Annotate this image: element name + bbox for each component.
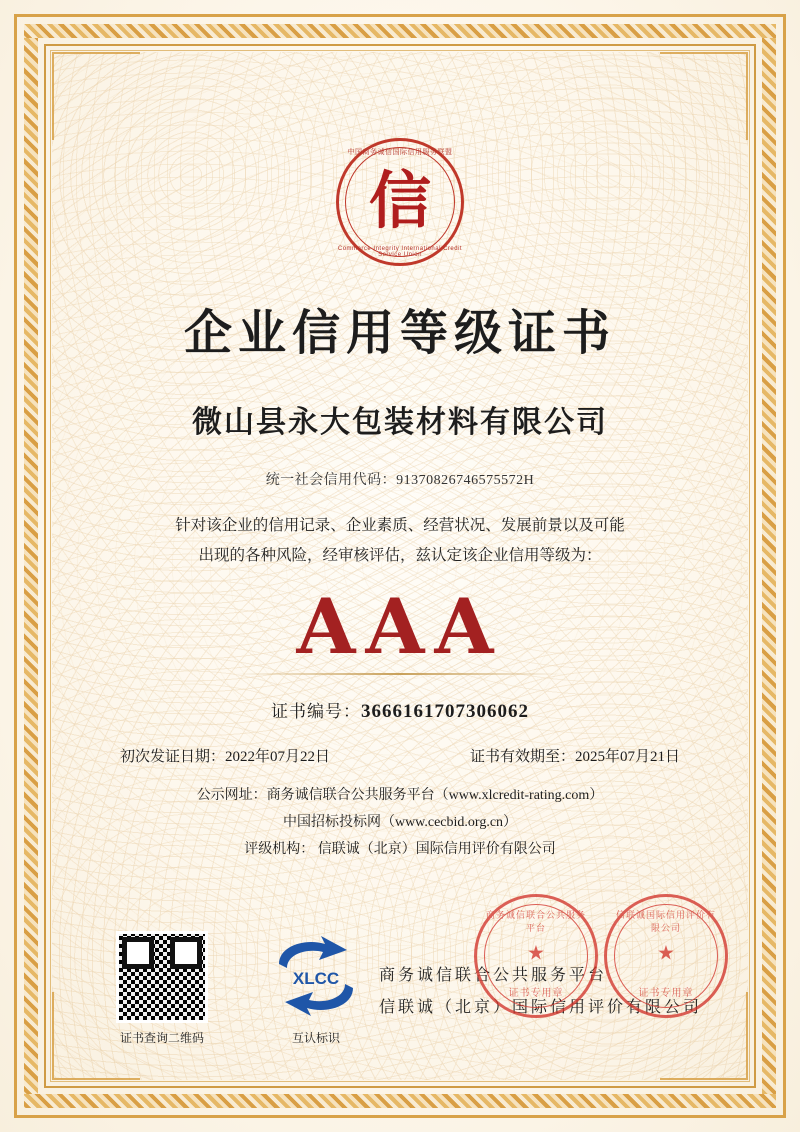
mutual-recognition-icon (261, 934, 371, 1020)
qr-caption: 证书查询二维码 (119, 1031, 204, 1045)
emblem-arc-bottom-text: Commerce Integrity International Credit Service Union (337, 246, 463, 258)
certificate-footer (104, 896, 720, 1046)
publicity-info (70, 782, 730, 863)
expiry-date-label: 证书有效期至： (469, 749, 575, 765)
seal-left-star-icon: ★ (527, 942, 545, 965)
official-seal-left (474, 894, 598, 1018)
svg-text:XLCC: XLCC (292, 969, 340, 988)
credit-code-line: 统一社会信用代码：91370826746575572H (265, 473, 535, 488)
date-row (120, 745, 680, 766)
issue-date (120, 745, 330, 766)
company-name: 微山县永大包装材料有限公司 (192, 405, 608, 440)
publicity-line-1: 公示网址：商务诚信联合公共服务平台（www.xlcredit-rating.com） (196, 788, 604, 803)
seal-left-arc-text: 商务诚信联合公共服务平台 (485, 910, 586, 933)
xlcc-caption: 互认标识 (291, 1031, 340, 1045)
expiry-date (470, 745, 680, 766)
qr-code-icon[interactable] (116, 931, 208, 1023)
rating-agency-line: 评级机构： 信联诚（北京）国际信用评价有限公司 (244, 842, 556, 857)
seal-left-foot-text: 证书专用章 (508, 988, 564, 999)
emblem-glyph: 信 (368, 163, 432, 237)
publicity-line-2: 中国招标投标网（www.cecbid.org.cn） (282, 815, 518, 830)
issue-date-label: 初次发证日期： (120, 749, 226, 765)
credit-emblem-icon (336, 138, 464, 266)
xlcc-block (256, 934, 376, 1046)
seal-text-line-2: 信联诚（北京）国际信用评价有限公司 (379, 999, 703, 1016)
page-title: 企业信用等级证书 (183, 305, 616, 361)
certificate-number-label: 证书编号： (271, 702, 361, 721)
statement-line-1: 针对该企业的信用记录、企业素质、经营状况、发展前景以及可能 (175, 517, 625, 534)
certificate-number-value: 3666161707306062 (361, 701, 529, 722)
qr-block (104, 931, 220, 1046)
official-seal-right (604, 894, 728, 1018)
grade-divider (235, 673, 565, 675)
certificate-number (70, 697, 730, 723)
seal-right-arc-text: 信联诚国际信用评价有限公司 (615, 910, 716, 933)
statement-line-2: 出现的各种风险，经审核评估，兹认定该企业信用等级为： (198, 547, 602, 564)
seal-right-star-icon: ★ (657, 942, 675, 965)
expiry-date-value: 2025年07月21日 (574, 749, 680, 765)
seal-right-foot-text: 证书专用章 (638, 988, 694, 999)
issue-date-value: 2022年07月22日 (225, 749, 331, 765)
statement-text (140, 511, 660, 571)
certificate-content (70, 60, 730, 1072)
emblem-arc-top-text: 中国商务诚信国际信用服务联盟 (347, 149, 453, 156)
credit-grade: AAA (296, 582, 504, 671)
seal-text-line-1: 商务诚信联合公共服务平台 (379, 967, 608, 984)
